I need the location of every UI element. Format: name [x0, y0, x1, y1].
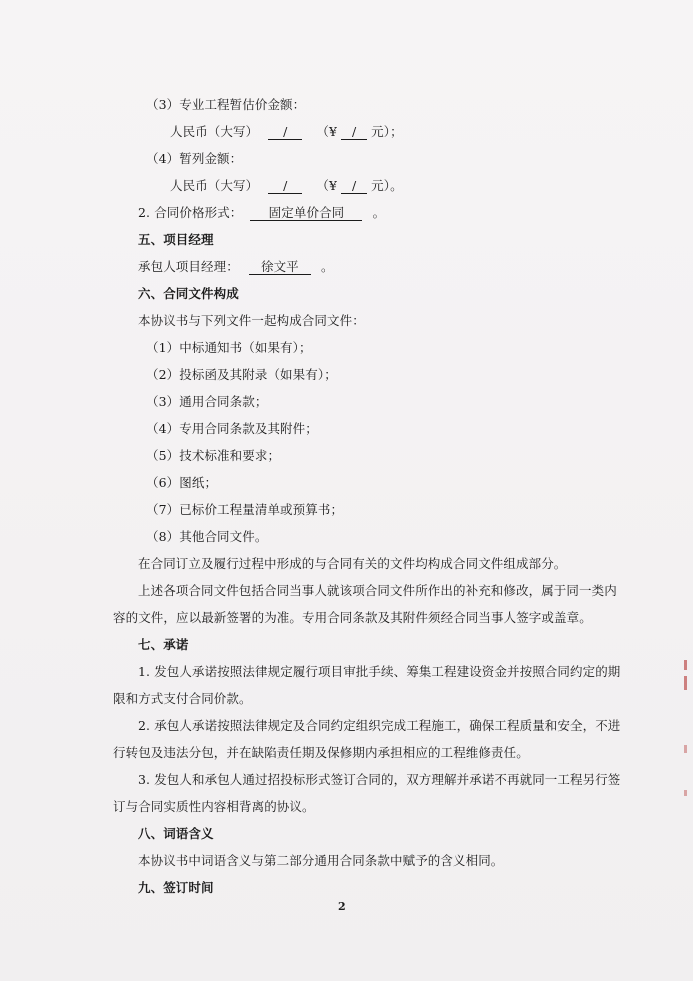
project-manager-name: 徐文平: [249, 260, 311, 275]
paragraph: 本协议书与下列文件一起构成合同文件：: [138, 313, 365, 328]
yen-label: （¥: [316, 178, 338, 193]
list-item: （4）专用合同条款及其附件；: [146, 421, 318, 436]
paragraph: 限和方式支付合同价款。: [113, 691, 252, 706]
list-item: （1）中标通知书（如果有）；: [146, 340, 312, 355]
list-item: （8）其他合同文件。: [146, 529, 268, 544]
section-heading-definitions: 八、词语含义: [138, 826, 214, 841]
paragraph: 本协议书中词语含义与第二部分通用合同条款中赋予的含义相同。: [138, 853, 504, 868]
paragraph: 上述各项合同文件包括合同当事人就该项合同文件所作出的补充和修改，属于同一类内: [138, 583, 617, 598]
section-heading-project-manager: 五、项目经理: [138, 232, 214, 247]
period: 。: [320, 259, 334, 274]
yuan-label: 元）；: [371, 124, 403, 139]
section-heading-contract-documents: 六、合同文件构成: [138, 286, 239, 301]
amount-line-1: [170, 124, 403, 140]
amount-figure-field: /: [341, 179, 367, 194]
list-item: （7）已标价工程量清单或预算书；: [146, 502, 344, 517]
amount-words-field: /: [268, 179, 302, 194]
amount-words-field: /: [268, 125, 302, 140]
price-form-value: 固定单价合同: [250, 206, 362, 221]
list-item: （3）通用合同条款；: [146, 394, 268, 409]
period: 。: [372, 205, 386, 220]
paragraph: 3. 发包人和承包人通过招投标形式签订合同的，双方理解并承诺不再就同一工程另行签: [138, 772, 621, 787]
contract-price-form: [138, 205, 385, 221]
project-manager-line: [138, 259, 334, 275]
rmb-label: 人民币（大写）: [170, 178, 259, 193]
list-item: （2）投标函及其附录（如果有）；: [146, 367, 337, 382]
item-provisional-professional-works: （3）专业工程暂估价金额：: [146, 97, 306, 112]
rmb-label: 人民币（大写）: [170, 124, 259, 139]
list-item: （6）图纸；: [146, 475, 218, 490]
project-manager-label: 承包人项目经理：: [138, 259, 239, 274]
paragraph: 订与合同实质性内容相背离的协议。: [113, 799, 315, 814]
paragraph: 1. 发包人承诺按照法律规定履行项目审批手续、筹集工程建设资金并按照合同约定的期: [138, 664, 621, 679]
page-number: 2: [338, 900, 346, 913]
price-form-label: 2. 合同价格形式：: [138, 205, 243, 220]
seal-fragment: [684, 790, 687, 796]
yen-label: （¥: [316, 124, 338, 139]
seal-fragment: [684, 745, 687, 753]
amount-line-2: [170, 178, 403, 194]
section-heading-commitments: 七、承诺: [138, 637, 189, 652]
paragraph: 2. 承包人承诺按照法律规定及合同约定组织完成工程施工，确保工程质量和安全，不进: [138, 718, 621, 733]
paragraph: 行转包及违法分包，并在缺陷责任期及保修期内承担相应的工程维修责任。: [113, 745, 529, 760]
section-heading-signing-time: 九、签订时间: [138, 880, 214, 895]
paragraph: 容的文件，应以最新签署的为准。专用合同条款及其附件须经合同当事人签字或盖章。: [113, 610, 592, 625]
seal-fragment: [684, 676, 687, 690]
item-provisional-sum: （4）暂列金额：: [146, 151, 243, 166]
amount-figure-field: /: [341, 125, 367, 140]
seal-fragment: [684, 660, 687, 670]
paragraph: 在合同订立及履行过程中形成的与合同有关的文件均构成合同文件组成部分。: [138, 556, 567, 571]
list-item: （5）技术标准和要求；: [146, 448, 281, 463]
yuan-label: 元）。: [371, 178, 403, 193]
